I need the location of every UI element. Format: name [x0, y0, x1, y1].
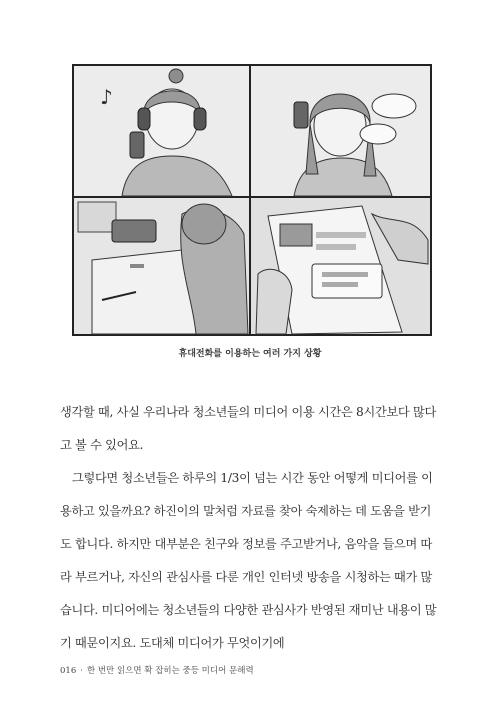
body-text	[60, 396, 440, 660]
paragraph: 그렇다면 청소년들은 하루의 1/3이 넘는 시간 동안 어떻게 미디어를 이용하고 있을까요? 하진이의 말처럼 자료를 찾아 숙제하는 데 도움을 받기도 합니다. 하지만 대부분은 친구와 정보를 주고받거나, 음악을 들으며 따라 부르거나, 자신의 관심사를 다룬 개인 인터넷 방송을 시청하는 때가 많습니다. 미디어에는 청소년들의 다양한 관심사가 반영된 재미난 내용이 많기 때문이지요. 도대체 미디어가 무엇이기에	[60, 471, 437, 650]
book-title: 한 번만 읽으면 확 잡히는 중등 미디어 문해력	[86, 666, 254, 676]
mobile-phone-usage-illustration	[72, 64, 432, 336]
panel-studying	[74, 198, 249, 334]
paragraph: 생각할 때, 사실 우리나라 청소년들의 미디어 이용 시간은 8시간보다 많다고 볼 수 있어요.	[60, 405, 436, 452]
page-footer: 016 · 한 번만 읽으면 확 잡히는 중등 미디어 문해력	[60, 666, 254, 676]
panel-streaming	[251, 198, 430, 334]
svg-text:♪: ♪	[100, 85, 113, 109]
page-number: 016	[60, 666, 77, 676]
panel-messaging	[251, 66, 430, 196]
figure-caption: 휴대전화를 이용하는 여러 가지 상황	[178, 349, 322, 359]
panel-music-listening	[74, 66, 249, 196]
